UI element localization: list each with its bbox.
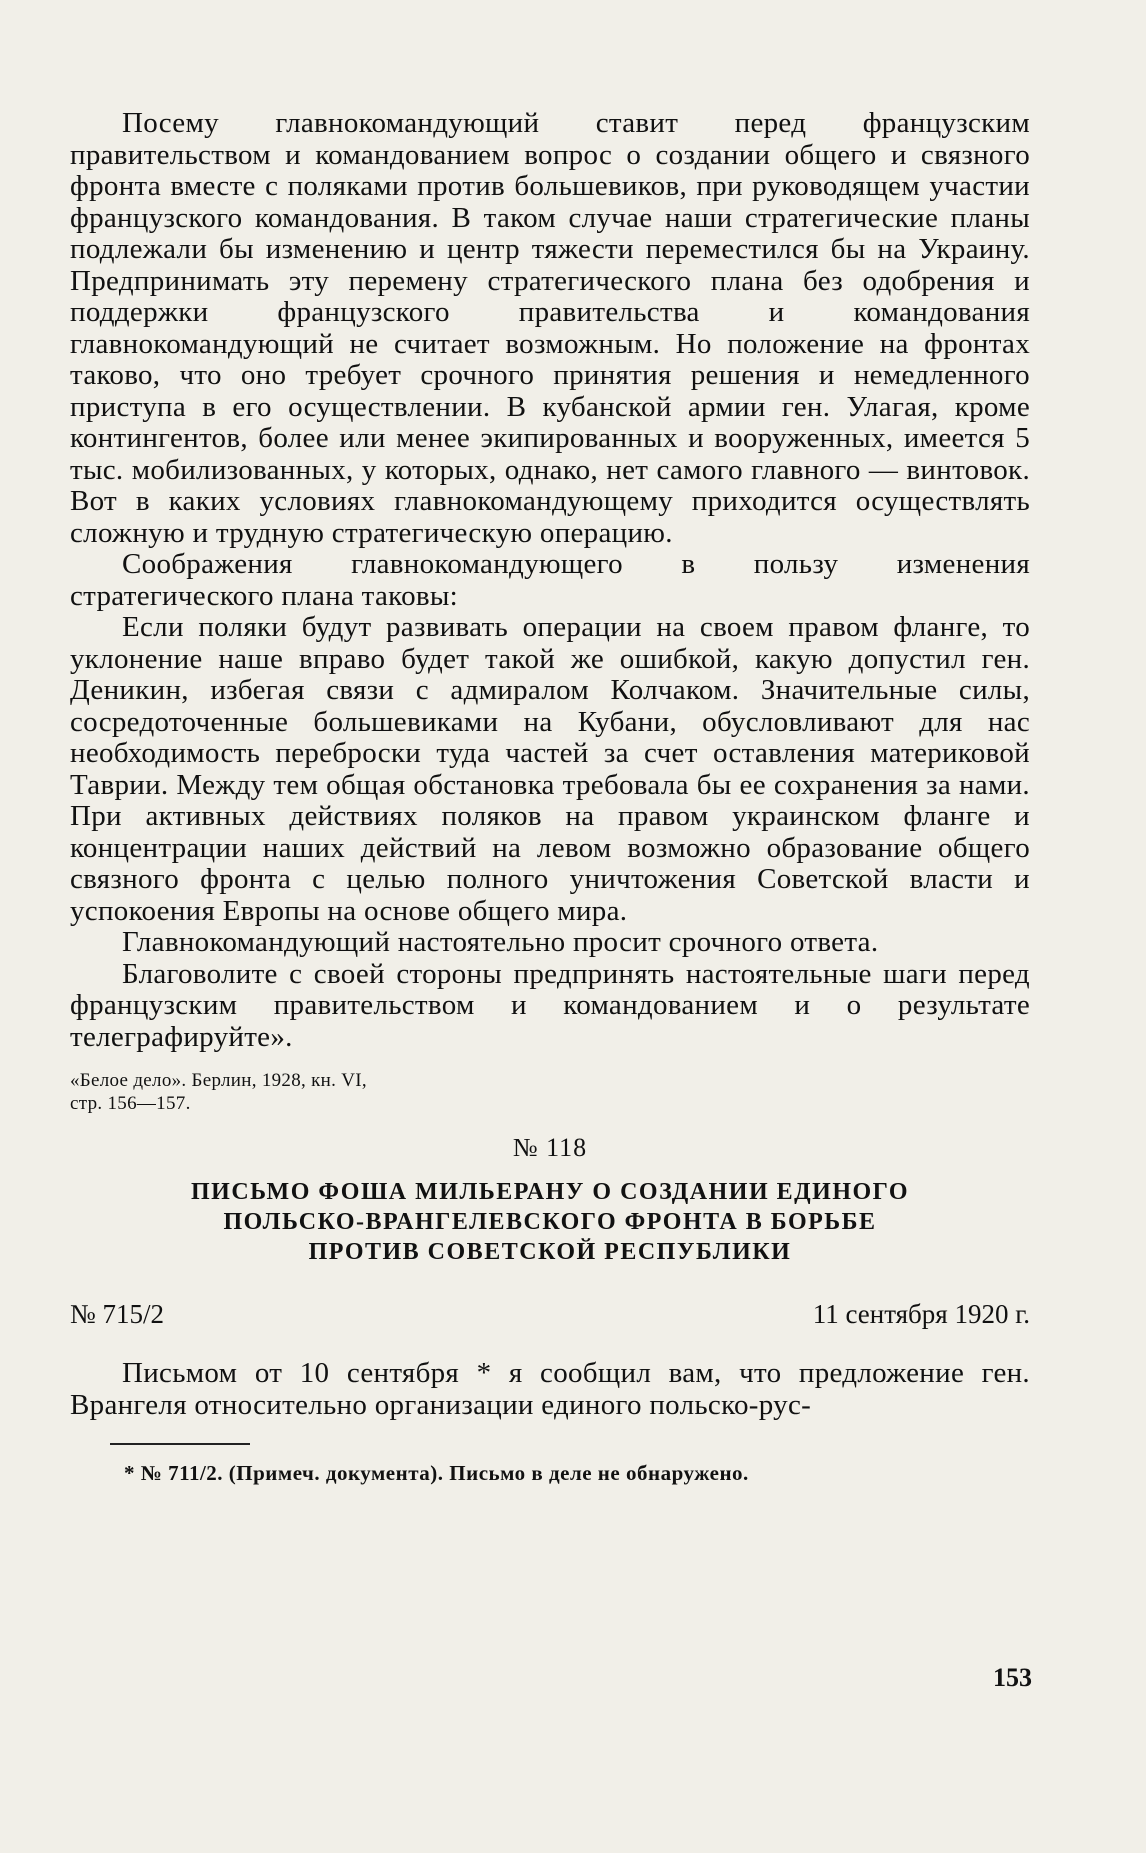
document-meta-row (70, 1299, 1030, 1330)
document-number: № 118 (512, 1133, 588, 1162)
paragraph-urgent-reply: Главнокомандующий настоятельно просит срочного ответа. (122, 926, 879, 958)
title-line-3: ПРОТИВ СОВЕТСКОЙ РЕСПУБЛИКИ (308, 1239, 792, 1265)
paragraph-considerations: Соображения главнокомандующего в пользу изменения стратегического плана таковы: (70, 548, 1030, 612)
document-date: 11 сентября 1920 г. (812, 1299, 1030, 1329)
title-line-2: ПОЛЬСКО-ВРАНГЕЛЕВСКОГО ФРОНТА В БОРЬБЕ (223, 1209, 877, 1235)
page-number: 153 (993, 1663, 1032, 1692)
source-line-2: стр. 156—157. (70, 1093, 191, 1114)
source-citation (70, 1069, 1030, 1115)
paragraph-telegraph: Благоволите с своей стороны предпринять настоятельные шаги перед французским правительством и командованием и о результате телеграфируйте». (70, 957, 1030, 1053)
footnote-divider (110, 1443, 250, 1445)
footnote: * № 711/2. (Примеч. документа). Письмо в деле не обнаружено. (124, 1461, 749, 1485)
paragraph-polish-operations: Если поляки будут развивать операции на своем правом фланге, то уклонение наше вправо будет такой же ошибкой, какую допустил ген. Деникин, избегая связи с адмиралом Колчаком. Значительные силы, сосредоточенные большевиками на Кубани, обусловливают для нас необходимость переброски туда частей за счет оставления материковой Таврии. Между тем общая обстановка требовала бы ее сохранения за нами. При активных действиях поляков на правом украинском фланге и концентрации наших действий на левом возможно образование общего связного фронта с целью полного уничтожения Советской власти и успокоения Европы на основе общего мира. (70, 611, 1030, 927)
text-column (70, 108, 1030, 1486)
paragraph-opening: Письмом от 10 сентября * я сообщил вам, что предложение ген. Врангеля относительно организации единого польско-рус- (70, 1357, 1030, 1421)
document-title (110, 1177, 990, 1267)
paragraph-commander-request: Посему главнокомандующий ставит перед французским правительством и командованием вопрос о создании общего и связного фронта вместе с поляками против большевиков, при руководящем участии французского командования. В таком случае наши стратегические планы подлежали бы изменению и центр тяжести переместился бы на Украину. Предпринимать эту перемену стратегического плана без одобрения и поддержки французского правительства и командования главнокомандующий не считает возможным. Но положение на фронтах таково, что оно требует срочного принятия решения и немедленного приступа в его осуществлении. В кубанской армии ген. Улагая, кроме контингентов, более или менее экипированных и вооруженных, имеется 5 тыс. мобилизованных, у которых, однако, нет самого главного — винтовок. Вот в каких условиях главнокомандующему приходится осуществлять сложную и трудную стратегическую операцию. (70, 107, 1030, 549)
source-line-1: «Белое дело». Берлин, 1928, кн. VI, (70, 1070, 367, 1091)
document-ref: № 715/2 (70, 1299, 165, 1329)
title-line-1: ПИСЬМО ФОША МИЛЬЕРАНУ О СОЗДАНИИ ЕДИНОГО (190, 1179, 910, 1205)
